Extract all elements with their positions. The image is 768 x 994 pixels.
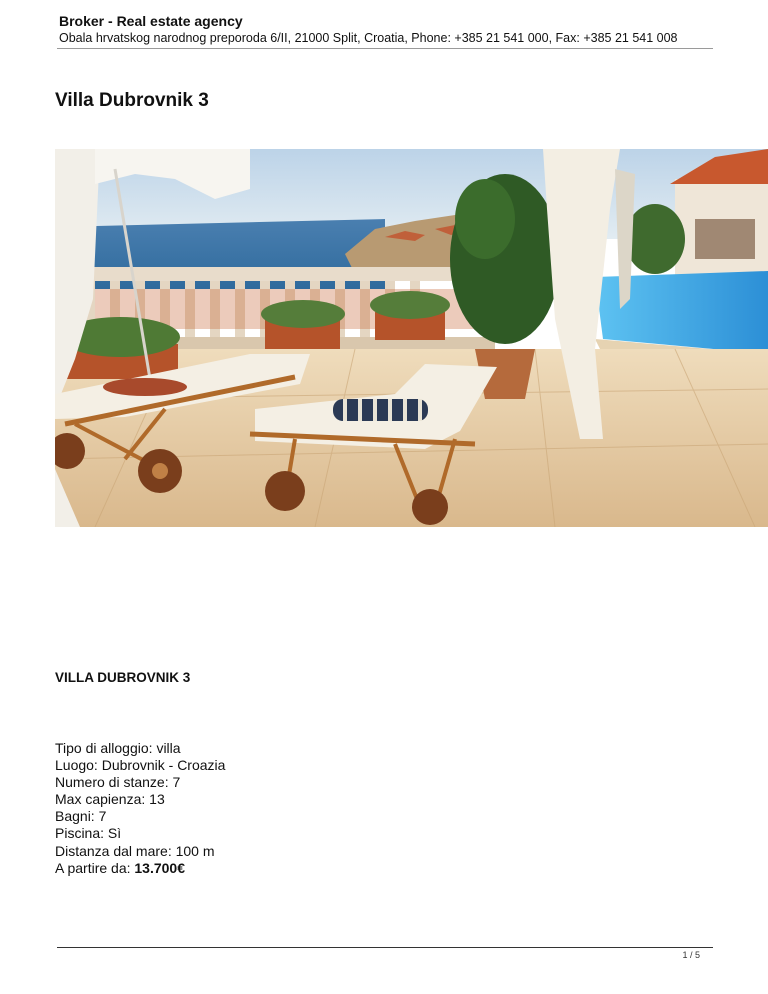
detail-row-pool [55, 825, 225, 842]
villa-photo [55, 149, 768, 527]
section-title: VILLA DUBROVNIK 3 [55, 670, 191, 685]
detail-row-location [55, 757, 225, 774]
price-label: A partire da: [55, 859, 131, 876]
document-header [59, 13, 713, 46]
detail-label: Luogo: [55, 757, 98, 774]
price-value: 13.700€ [134, 859, 185, 876]
detail-row-type [55, 740, 225, 757]
detail-row-bathrooms [55, 808, 225, 825]
detail-value: villa [156, 740, 181, 756]
detail-value: 13 [149, 791, 165, 808]
property-details [55, 740, 225, 877]
header-divider [57, 48, 713, 49]
detail-value: 7 [98, 808, 107, 825]
footer-divider [57, 947, 713, 948]
company-address: Obala hrvatskog narodnog preporoda 6/II, 21000 Split, Croatia, Phone: +385 21 541 000, Fax: +385 21 541 008 [59, 31, 678, 45]
detail-label: Max capienza: [55, 791, 146, 808]
detail-value: 7 [172, 774, 181, 791]
detail-value: Dubrovnik - Croazia [101, 757, 226, 774]
detail-row-sea-distance [55, 843, 225, 860]
detail-row-price [55, 860, 225, 877]
company-name: Broker - Real estate agency [59, 13, 243, 29]
detail-label: Distanza dal mare: [55, 842, 172, 859]
villa-terrace-illustration [55, 149, 768, 527]
detail-label: Piscina: [55, 825, 105, 842]
detail-row-capacity [55, 791, 225, 808]
detail-value: 100 m [175, 842, 215, 859]
detail-label: Numero di stanze: [55, 774, 169, 791]
page-number: 1 / 5 [682, 950, 700, 960]
detail-label: Tipo di alloggio: [55, 740, 153, 756]
detail-value: Sì [107, 825, 122, 842]
detail-row-rooms [55, 774, 225, 791]
detail-label: Bagni: [55, 808, 95, 825]
page-title: Villa Dubrovnik 3 [55, 90, 209, 111]
